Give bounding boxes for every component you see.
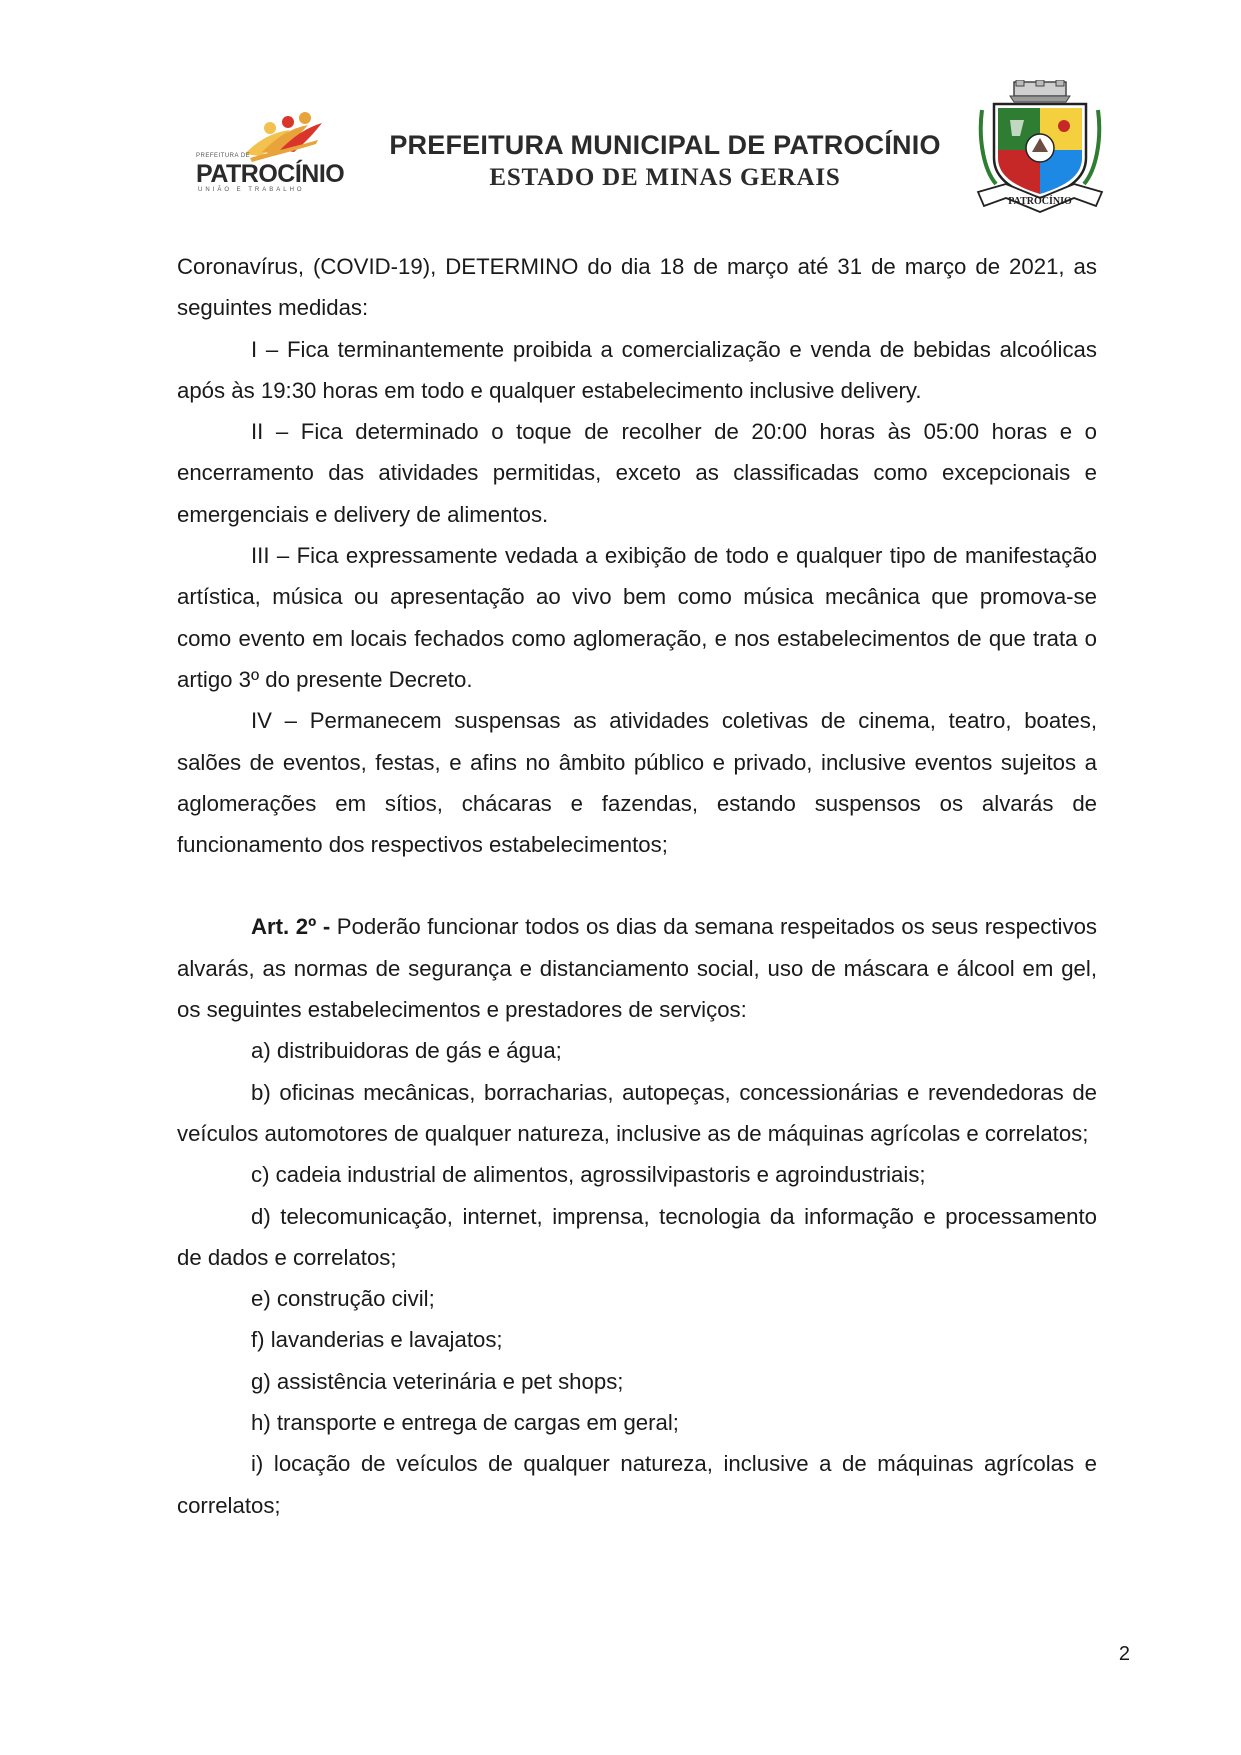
item-iv: IV – Permanecem suspensas as atividades coletivas de cinema, teatro, boates, salões de eventos, festas, e afins no âmbito público e privado, inclusive eventos sujeitos a aglomerações em sítios, chácaras e fazendas, estando suspensos os alvarás de funcionamento dos respectivos estabelecimentos; — [177, 708, 1097, 858]
letterhead-title-block — [355, 128, 975, 194]
list-item-h: h) transporte e entrega de cargas em geral; — [251, 1410, 679, 1436]
letterhead-title: PREFEITURA MUNICIPAL DE PATROCÍNIO — [389, 130, 941, 160]
page-number: 2 — [1118, 1643, 1130, 1665]
logo-name: PATROCÍNIO — [196, 160, 345, 188]
letterhead — [0, 0, 1241, 230]
letterhead-subtitle: ESTADO DE MINAS GERAIS — [489, 164, 841, 191]
list-item-d: d) telecomunicação, internet, imprensa, tecnologia da informação e processamento de dados e correlatos; — [177, 1203, 1097, 1270]
article-2-label: Art. 2º - — [251, 914, 331, 940]
item-i: I – Fica terminantemente proibida a comercialização e venda de bebidas alcoólicas após às 19:30 horas em todo e qualquer estabelecimento inclusive delivery. — [177, 336, 1097, 403]
list-item-g: g) assistência veterinária e pet shops; — [251, 1368, 624, 1394]
item-iii: III – Fica expressamente vedada a exibição de todo e qualquer tipo de manifestação artística, música ou apresentação ao vivo bem como música mecânica que promova-se como evento em locais fechados como aglomeração, e nos estabelecimentos de que trata o artigo 3º do presente Decreto. — [177, 543, 1097, 692]
crest-banner-text: PATROCÍNIO — [1008, 196, 1072, 207]
item-ii: II – Fica determinado o toque de recolher de 20:00 horas às 05:00 horas e o encerramento das atividades permitidas, exceto as classificadas como excepcionais e emergenciais e delivery de alimentos. — [177, 419, 1097, 527]
list-item-e: e) construção civil; — [251, 1286, 435, 1312]
list-item-b: b) oficinas mecânicas, borracharias, autopeças, concessionárias e revendedoras de veículos automotores de qualquer natureza, inclusive as de máquinas agrícolas e correlatos; — [177, 1079, 1097, 1146]
paragraph: Coronavírus, (COVID-19), DETERMINO do dia 18 de março até 31 de março de 2021, as seguintes medidas: — [177, 254, 1097, 321]
article-2-text: Poderão funcionar todos os dias da semana respeitados os seus respectivos alvarás, as normas de segurança e distanciamento social, uso de máscara e álcool em gel, os seguintes estabelecimentos e prestadores de serviços: — [177, 914, 1097, 1023]
logo-top-text: PREFEITURA DE — [196, 153, 251, 159]
logo-tagline: UNIÃO E TRABALHO — [198, 187, 305, 193]
list-item-f: f) lavanderias e lavajatos; — [251, 1327, 503, 1353]
coat-of-arms — [976, 80, 1104, 215]
list-item-a: a) distribuidoras de gás e água; — [251, 1038, 562, 1064]
municipal-coat-of-arms-icon — [976, 80, 1104, 215]
document-body — [177, 246, 1097, 1526]
list-item-c: c) cadeia industrial de alimentos, agrossilvipastoris e agroindustriais; — [251, 1162, 926, 1188]
patrocinio-logo — [190, 108, 345, 203]
section-spacer — [177, 865, 1097, 906]
list-item-i: i) locação de veículos de qualquer natureza, inclusive a de máquinas agrícolas e correlatos; — [177, 1451, 1097, 1518]
article-2 — [177, 906, 1097, 1030]
